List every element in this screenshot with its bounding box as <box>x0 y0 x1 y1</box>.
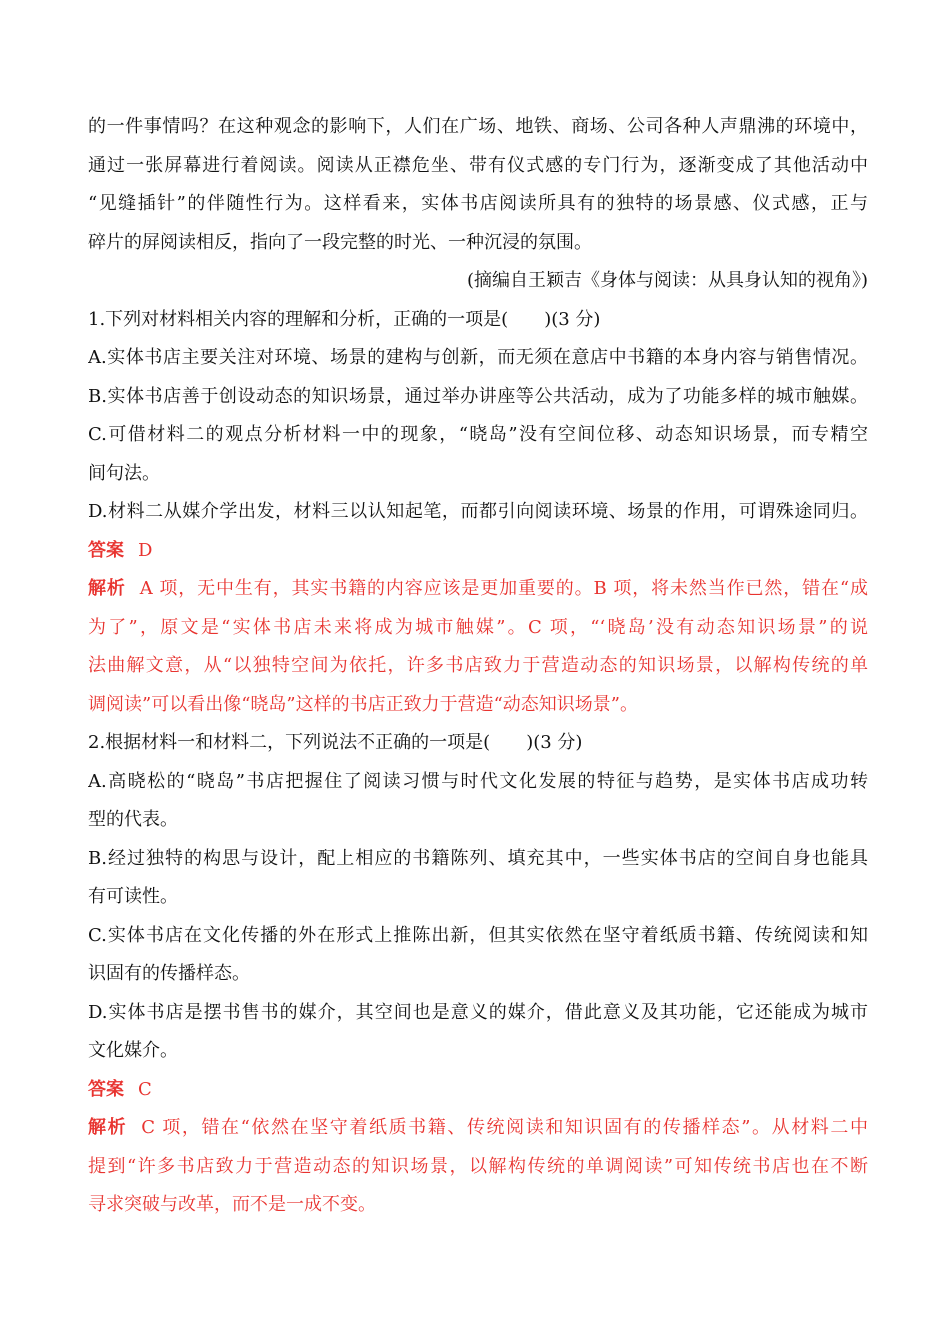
option-c: C.可借材料二的观点分析材料一中的现象，“晓岛”没有空间位移、动态知识场景，而专精空 <box>88 424 868 445</box>
analysis-line: 为了”，原文是“实体书店未来将成为城市触媒”。C 项，“‘晓岛’没有动态知识场景”的说 <box>88 616 868 638</box>
passage <box>88 108 868 301</box>
option-d: D.实体书店是摆书售书的媒介，其空间也是意义的媒介，借此意义及其功能，它还能成为城市 <box>88 1001 868 1023</box>
answer-line <box>88 1071 868 1110</box>
question-stem: 2.根据材料一和材料二，下列说法不正确的一项是( )(3 分) <box>88 732 583 753</box>
analysis-line: 寻求突破与改革，而不是一成不变。 <box>88 1194 376 1215</box>
option-a: A.实体书店主要关注对环境、场景的建构与创新，而无须在意店中书籍的本身内容与销售情况。 <box>88 347 868 368</box>
analysis-line: 法曲解文意，从“以独特空间为依托，许多书店致力于营造动态的知识场景，以解构传统的单 <box>88 655 868 676</box>
passage-line: 通过一张屏幕进行着阅读。阅读从正襟危坐、带有仪式感的专门行为，逐渐变成了其他活动中 <box>88 154 868 176</box>
question-stem: 1.下列对材料相关内容的理解和分析，正确的一项是( )(3 分) <box>88 308 601 330</box>
option-b: B.经过独特的构思与设计，配上相应的书籍陈列、填充其中，一些实体书店的空间自身也能具 <box>88 847 868 869</box>
answer-line <box>88 532 868 571</box>
answer-value: C <box>138 1078 152 1100</box>
option-b-cont: 有可读性。 <box>88 886 178 907</box>
document-page <box>88 108 868 1225</box>
passage-line: 的一件事情吗？在这种观念的影响下，人们在广场、地铁、商场、公司各种人声鼎沸的环境中， <box>88 116 868 137</box>
question-1 <box>88 301 868 725</box>
answer-value: D <box>138 539 153 561</box>
analysis-line: 提到“许多书店致力于营造动态的知识场景，以解构传统的单调阅读”可知传统书店也在不断 <box>88 1155 868 1177</box>
analysis-line <box>88 1109 868 1148</box>
passage-line: “见缝插针”的伴随性行为。这样看来，实体书店阅读所具有的独特的场景感、仪式感，正与 <box>88 193 868 214</box>
answer-label: 答案 <box>88 1078 124 1100</box>
option-b: B.实体书店善于创设动态的知识场景，通过举办讲座等公共活动，成为了功能多样的城市触媒。 <box>88 385 868 407</box>
option-a: A.高晓松的“晓岛”书店把握住了阅读习惯与时代文化发展的特征与趋势，是实体书店成功转 <box>88 770 868 792</box>
answer-label: 答案 <box>88 539 124 561</box>
option-d-cont: 文化媒介。 <box>88 1040 178 1061</box>
option-d: D.材料二从媒介学出发，材料三以认知起笔，而都引向阅读环境、场景的作用，可谓殊途同归。 <box>88 501 868 522</box>
analysis-label: 解析 <box>88 1117 128 1138</box>
option-c-cont: 识固有的传播样态。 <box>88 963 250 984</box>
analysis-line <box>88 570 868 609</box>
passage-line: 碎片的屏阅读相反，指向了一段完整的时光、一种沉浸的氛围。 <box>88 231 592 253</box>
analysis-line: 调阅读”可以看出像“晓岛”这样的书店正致力于营造“动态知识场景”。 <box>88 693 639 715</box>
passage-source: (摘编自王颖吉《身体与阅读：从具身认知的视角》) <box>466 270 868 291</box>
analysis-text: A 项，无中生有，其实书籍的内容应该是更加重要的。B 项，将未然当作已然，错在“成 <box>139 578 868 599</box>
option-c-cont: 间句法。 <box>88 462 160 484</box>
option-a-cont: 型的代表。 <box>88 809 178 830</box>
option-c: C.实体书店在文化传播的外在形式上推陈出新，但其实依然在坚守着纸质书籍、传统阅读和知 <box>88 924 868 946</box>
analysis-label: 解析 <box>88 578 126 599</box>
question-2 <box>88 724 868 1225</box>
analysis-text: C 项，错在“依然在坚守着纸质书籍、传统阅读和知识固有的传播样态”。从材料二中 <box>141 1117 868 1138</box>
